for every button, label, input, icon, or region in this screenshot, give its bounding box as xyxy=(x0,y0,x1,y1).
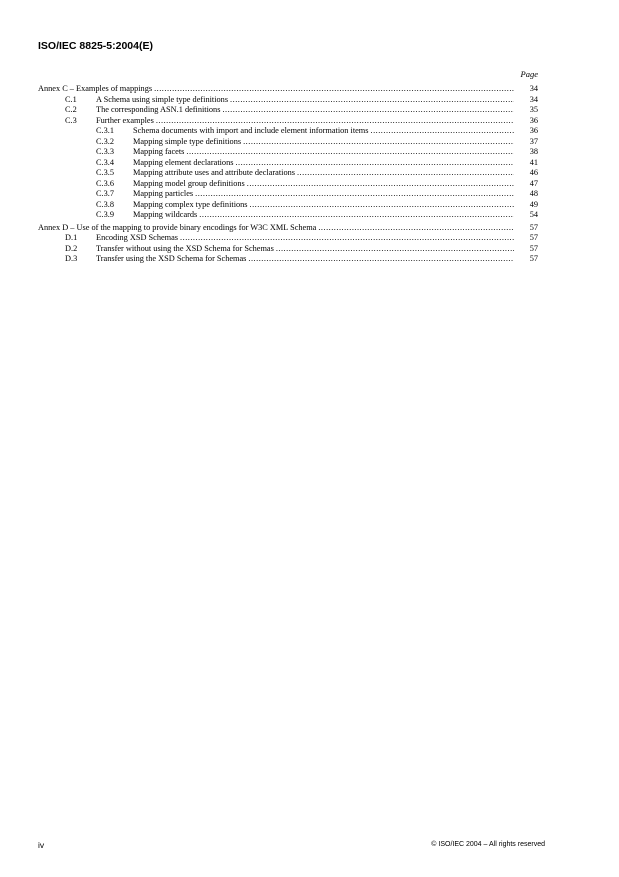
toc-dot-leader xyxy=(371,126,515,137)
toc-entry-number: C.3.2 xyxy=(96,136,114,146)
toc-dot-leader xyxy=(318,223,514,234)
toc-dot-leader xyxy=(276,244,514,255)
toc-entry-number: C.3.1 xyxy=(96,126,114,135)
toc-entry-page: 36 xyxy=(529,115,538,125)
toc-entry-page: 57 xyxy=(529,254,538,263)
toc-dot-leader xyxy=(186,147,514,158)
table-of-contents xyxy=(38,84,538,265)
toc-entry-page: 34 xyxy=(529,84,538,93)
toc-entry-page: 48 xyxy=(529,189,538,198)
toc-entry-title: Mapping element declarations xyxy=(133,157,234,167)
toc-entry-title: Encoding XSD Schemas xyxy=(96,233,179,242)
toc-entry[interactable] xyxy=(38,223,538,234)
toc-entry[interactable] xyxy=(38,233,538,244)
toc-entry-page: 46 xyxy=(529,168,538,177)
toc-entry-title: The corresponding ASN.1 definitions xyxy=(96,105,221,114)
toc-dot-leader xyxy=(243,137,514,148)
toc-entry-number: C.3 xyxy=(65,115,77,125)
toc-entry-page: 34 xyxy=(529,94,538,104)
toc-entry-number: D.1 xyxy=(65,233,78,242)
toc-entry-title: Mapping facets xyxy=(133,147,185,156)
toc-entry-page: 57 xyxy=(529,243,538,253)
toc-entry-number: C.3.4 xyxy=(96,157,114,167)
toc-entry[interactable] xyxy=(38,244,538,255)
toc-entry-title: Mapping particles xyxy=(133,189,194,198)
page-column-label: Page xyxy=(520,69,538,79)
toc-entry-number: C.1 xyxy=(65,94,77,104)
toc-entry-page: 54 xyxy=(529,210,538,219)
toc-dot-leader xyxy=(222,105,514,116)
toc-entry-title: Transfer without using the XSD Schema for Schemas xyxy=(96,243,274,253)
toc-entry-number: C.2 xyxy=(65,105,77,114)
toc-entry[interactable] xyxy=(38,179,538,190)
toc-entry[interactable] xyxy=(38,84,538,95)
toc-dot-leader xyxy=(156,116,514,127)
toc-entry-title: Mapping attribute uses and attribute declarations xyxy=(133,168,295,177)
toc-entry-title: Further examples xyxy=(96,115,154,125)
toc-entry-title: Transfer using the XSD Schema for Schemas xyxy=(96,254,247,263)
toc-entry-number: C.3.7 xyxy=(96,189,114,198)
toc-entry-title: Mapping complex type definitions xyxy=(133,199,248,209)
document-header: ISO/IEC 8825-5:2004(E) xyxy=(38,40,153,52)
toc-entry-page: 41 xyxy=(529,157,538,167)
toc-entry[interactable] xyxy=(38,254,538,265)
toc-entry-page: 38 xyxy=(529,147,538,156)
toc-dot-leader xyxy=(180,233,514,244)
toc-entry-title: Mapping model group definitions xyxy=(133,178,245,188)
toc-entry-number: D.2 xyxy=(65,243,78,253)
toc-entry-title: A Schema using simple type definitions xyxy=(96,94,229,104)
toc-entry-number: C.3.5 xyxy=(96,168,114,177)
toc-entry-number: D.3 xyxy=(65,254,78,263)
toc-entry-page: 37 xyxy=(529,136,538,146)
toc-dot-leader xyxy=(247,179,514,190)
toc-entry-number: C.3.3 xyxy=(96,147,114,156)
toc-entry-page: 49 xyxy=(529,199,538,209)
toc-dot-leader xyxy=(154,84,514,95)
toc-entry-number: C.3.9 xyxy=(96,210,114,219)
footer-copyright: © ISO/IEC 2004 – All rights reserved xyxy=(431,841,545,848)
toc-entry-title: Mapping wildcards xyxy=(133,210,198,219)
toc-entry[interactable] xyxy=(38,189,538,200)
toc-entry[interactable] xyxy=(38,158,538,169)
toc-dot-leader xyxy=(297,168,514,179)
toc-entry[interactable] xyxy=(38,210,538,221)
toc-entry[interactable] xyxy=(38,105,538,116)
toc-entry-title: Annex C – Examples of mappings xyxy=(38,84,153,93)
toc-dot-leader xyxy=(199,210,514,221)
toc-entry-number: C.3.8 xyxy=(96,199,114,209)
toc-entry-page: 47 xyxy=(529,178,538,188)
toc-entry-page: 35 xyxy=(529,105,538,114)
toc-entry[interactable] xyxy=(38,126,538,137)
toc-entry-title: Schema documents with import and include element information items xyxy=(133,126,369,135)
toc-dot-leader xyxy=(195,189,514,200)
toc-entry[interactable] xyxy=(38,116,538,127)
toc-entry-title: Mapping simple type definitions xyxy=(133,136,242,146)
toc-dot-leader xyxy=(235,158,514,169)
toc-entry[interactable] xyxy=(38,95,538,106)
toc-entry-number: C.3.6 xyxy=(96,178,114,188)
toc-entry[interactable] xyxy=(38,200,538,211)
toc-dot-leader xyxy=(250,200,514,211)
toc-entry-title: Annex D – Use of the mapping to provide binary encodings for W3C XML Schema xyxy=(38,222,317,232)
toc-entry[interactable] xyxy=(38,147,538,158)
toc-dot-leader xyxy=(230,95,514,106)
toc-entry-page: 57 xyxy=(529,233,538,242)
toc-entry[interactable] xyxy=(38,168,538,179)
toc-entry-page: 36 xyxy=(529,126,538,135)
footer-page-number: iv xyxy=(38,840,45,850)
toc-entry-page: 57 xyxy=(529,222,538,232)
toc-entry[interactable] xyxy=(38,137,538,148)
toc-dot-leader xyxy=(248,254,514,265)
